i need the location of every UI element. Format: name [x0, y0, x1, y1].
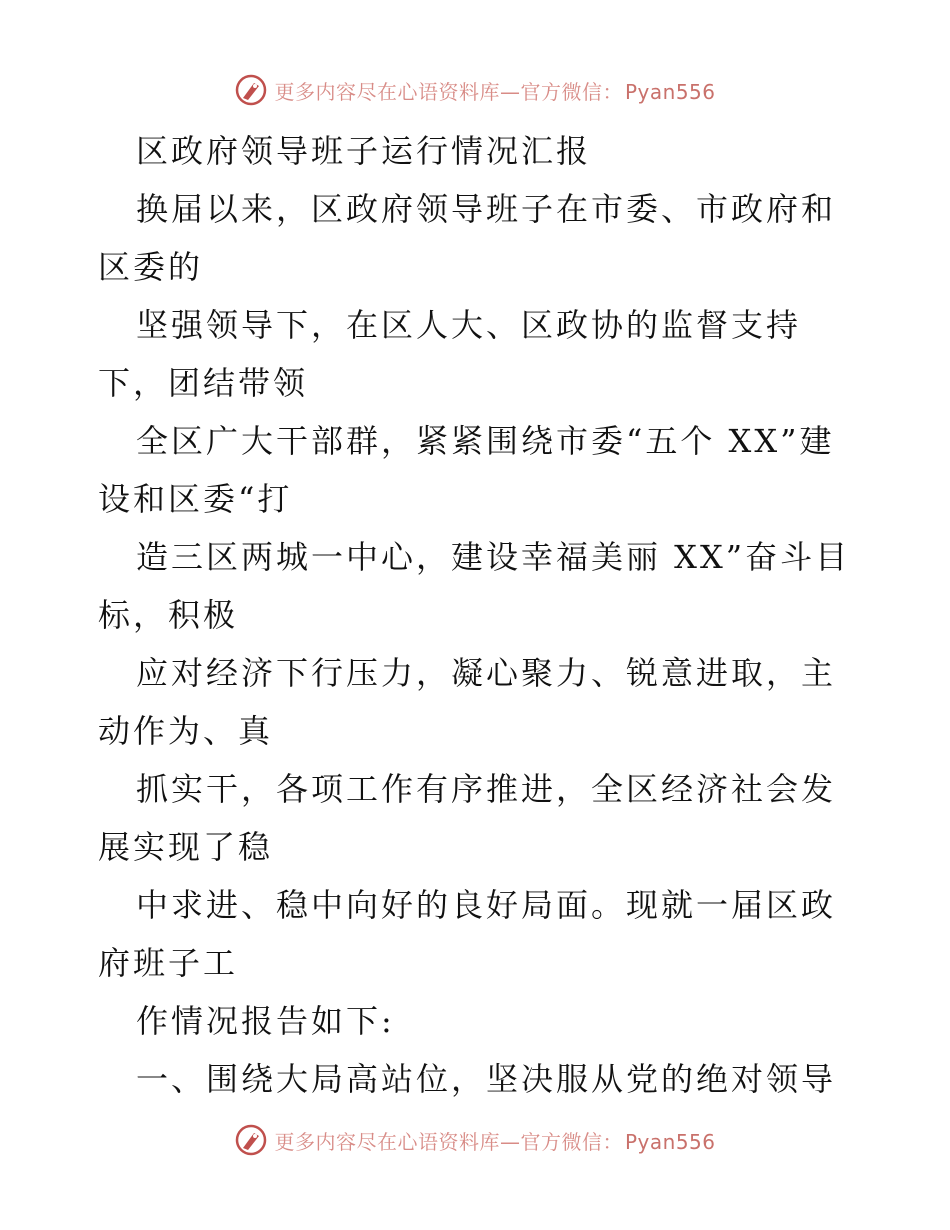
wechat-id: Pyan556: [624, 1129, 716, 1154]
header-watermark: [0, 70, 950, 110]
document-title: 区政府领导班子运行情况汇报: [136, 132, 592, 170]
body-line: 作情况报告如下:: [136, 1002, 395, 1040]
body-line: 造三区两城一中心，建设幸福美丽 XX”奋斗目标，积极: [98, 538, 851, 634]
body-line: 中求进、稳中向好的良好局面。现就一届区政府班子工: [98, 886, 837, 982]
section-heading: 一、围绕大局高站位，坚决服从党的绝对领导: [136, 1060, 837, 1098]
body-line: 全区广大干部群，紧紧围绕市委“五个 XX”建设和区委“打: [98, 422, 835, 518]
pen-nib-logo-icon: [234, 73, 268, 107]
body-line: 应对经济下行压力，凝心聚力、锐意进取，主动作为、真: [98, 654, 837, 750]
body-line: 抓实干，各项工作有序推进，全区经济社会发展实现了稳: [98, 770, 837, 866]
pen-nib-logo-icon: [234, 1123, 268, 1157]
body-line: 坚强领导下，在区人大、区政协的监督支持下，团结带领: [98, 306, 802, 402]
footer-watermark: [0, 1120, 950, 1160]
watermark-text: 更多内容尽在心语资料库—官方微信： Pyan556: [274, 79, 716, 104]
wechat-id: Pyan556: [624, 79, 716, 104]
document-body: [98, 122, 858, 1108]
body-line: 换届以来，区政府领导班子在市委、市政府和区委的: [98, 190, 837, 286]
watermark-text: 更多内容尽在心语资料库—官方微信： Pyan556: [274, 1129, 716, 1154]
